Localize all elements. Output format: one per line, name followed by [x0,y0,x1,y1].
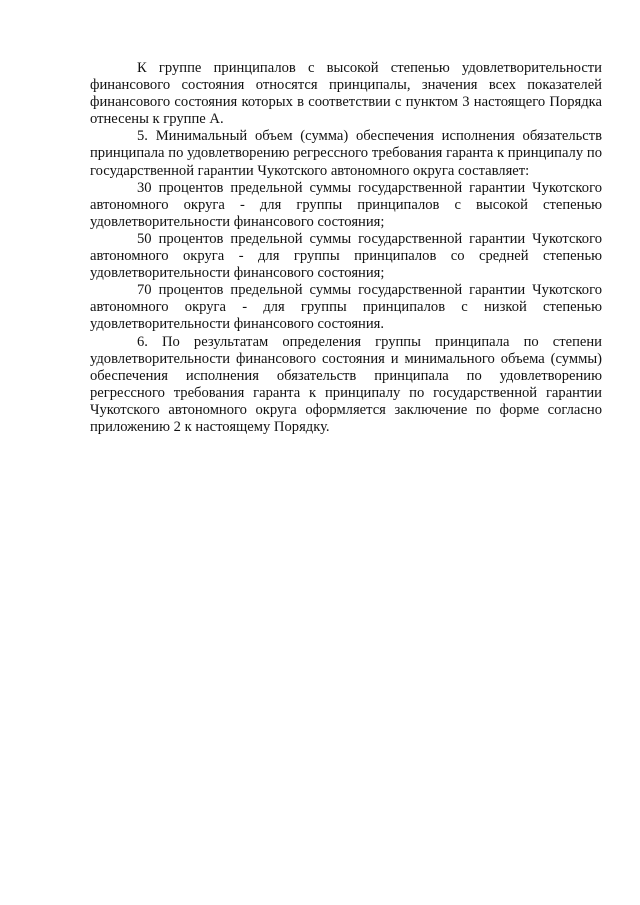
paragraph-item-6: 6. По результатам определения группы принципала по степени удовлетворительности финансового состояния и минимального объема (суммы) обеспечения исполнения обязательств принципала по удовлетворению регрессного требования гаранта к принципалу по государственной гарантии Чукотского автономного округа оформляется заключение по форме согласно приложению 2 к настоящему Порядку. [90,333,602,435]
paragraph-group-a-definition: К группе принципалов с высокой степенью удовлетворительности финансового состояния относятся принципалы, значения всех показателей финансового состояния которых в соответствии с пунктом 3 настоящего Порядка отнесены к группе А. [90,60,602,128]
paragraph-item-5: 5. Минимальный объем (сумма) обеспечения исполнения обязательств принципала по удовлетворению регрессного требования гаранта к принципалу по государственной гарантии Чукотского автономного округа составляет: [90,128,602,179]
paragraph-70-percent: 70 процентов предельной суммы государственной гарантии Чукотского автономного округа - для группы принципалов с низкой степенью удовлетворительности финансового состояния. [90,282,602,333]
document-body [90,60,602,436]
paragraph-50-percent: 50 процентов предельной суммы государственной гарантии Чукотского автономного округа - для группы принципалов со средней степенью удовлетворительности финансового состояния; [90,230,602,282]
paragraph-30-percent: 30 процентов предельной суммы государственной гарантии Чукотского автономного округа - для группы принципалов с высокой степенью удовлетворительности финансового состояния; [90,179,602,230]
